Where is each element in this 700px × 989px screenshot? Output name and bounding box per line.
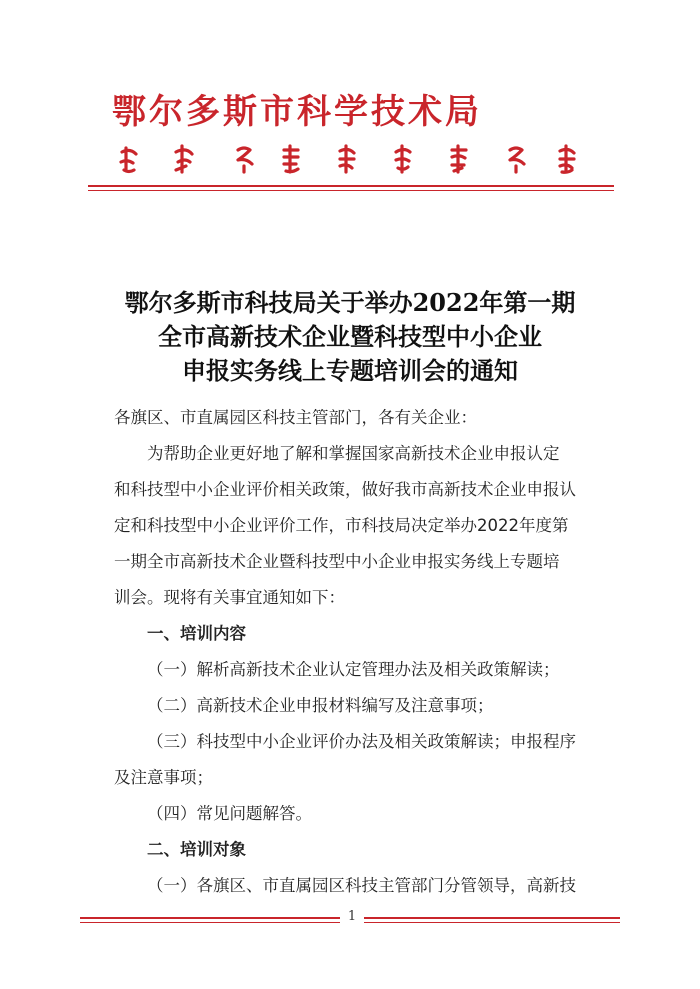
title-line: 鄂尔多斯市科技局关于举办2022年第一期 [124,288,576,317]
header-rule-thin [88,190,614,191]
list-item-continuation: 及注意事项； [114,768,213,787]
list-item: （二）高新技术企业申报材料编写及注意事项； [147,696,494,715]
salutation: 各旗区、市直属园区科技主管部门，各有关企业： [114,408,477,427]
paragraph-line: 训会。现将有关事宜通知如下： [114,588,345,607]
page-number: 1 [340,905,364,929]
section-heading: 一、培训内容 [147,624,246,643]
paragraph-line: 和科技型中小企业评价相关政策，做好我市高新技术企业申报认 [114,480,576,499]
paragraph-line: 为帮助企业更好地了解和掌握国家高新技术企业申报认定 [147,444,560,463]
list-item: （四）常见问题解答。 [147,804,312,823]
mongolian-script-logotype [112,140,612,178]
title-line: 全市高新技术企业暨科技型中小企业 [158,322,542,351]
paragraph-line: 定和科技型中小企业评价工作，市科技局决定举办2022年度第 [114,516,569,535]
paragraph-line: 一期全市高新技术企业暨科技型中小企业申报实务线上专题培 [114,552,560,571]
title-line: 申报实务线上专题培训会的通知 [182,356,518,385]
document-title [60,286,640,388]
list-item: （三）科技型中小企业评价办法及相关政策解读；申报程序 [147,732,576,751]
section-heading: 二、培训对象 [147,840,246,859]
agency-name-mongolian [112,140,612,178]
list-item: （一）各旗区、市直属园区科技主管部门分管领导，高新技 [147,876,576,895]
header-rule-thick [88,185,614,187]
list-item: （一）解析高新技术企业认定管理办法及相关政策解读； [147,660,560,679]
agency-name-chinese: 鄂尔多斯市科学技术局 [112,92,482,132]
